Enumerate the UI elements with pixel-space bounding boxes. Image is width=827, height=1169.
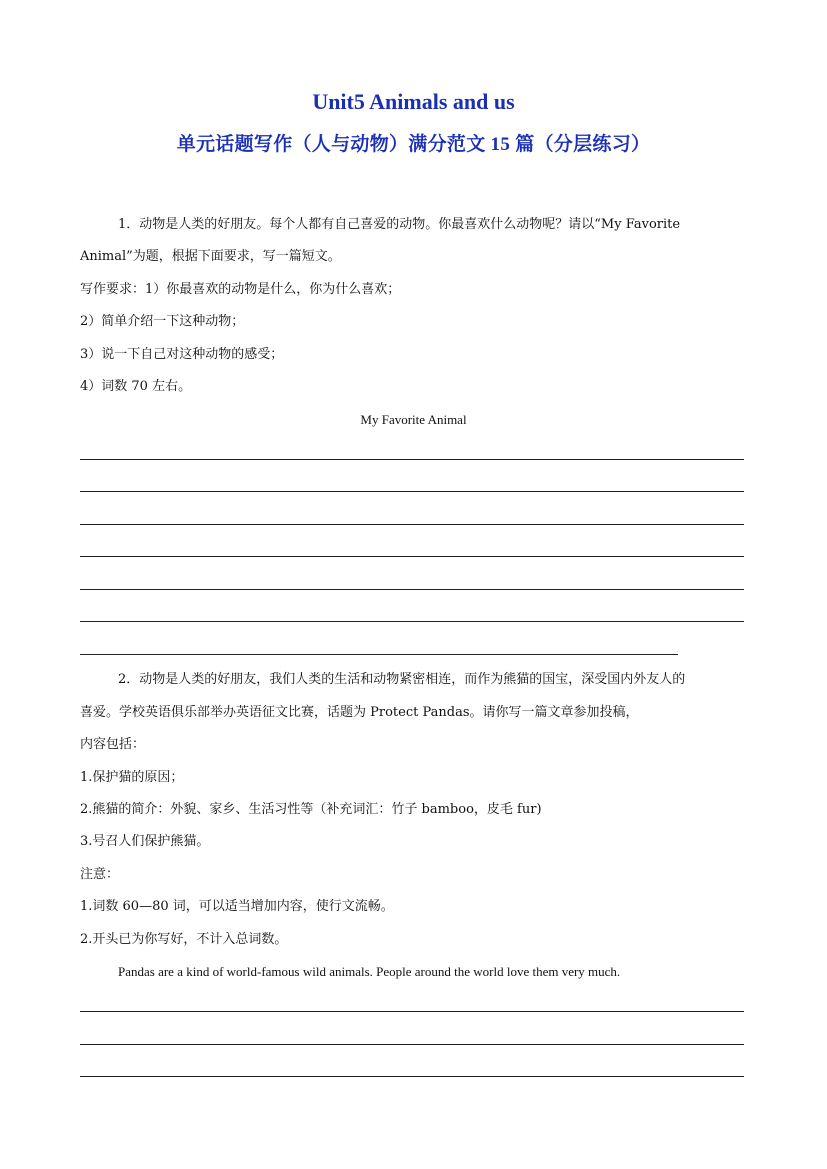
writing-line bbox=[80, 459, 744, 460]
question2-item-2: 2.熊猫的简介：外貌、家乡、生活习性等（补充词汇：竹子 bamboo，皮毛 fur) bbox=[80, 802, 542, 817]
question1-prompt-line2: Animal”为题，根据下面要求，写一篇短文。 bbox=[80, 249, 341, 264]
question1-requirement-4: 4）词数 70 左右。 bbox=[80, 379, 192, 394]
writing-line bbox=[80, 524, 744, 525]
document-title: Unit5 Animals and us bbox=[312, 89, 515, 114]
question1-requirement-intro: 写作要求：1）你最喜欢的动物是什么，你为什么喜欢； bbox=[80, 282, 401, 297]
question1-prompt-line1: 1．动物是人类的好朋友。每个人都有自己喜爱的动物。你最喜欢什么动物呢？请以“My Favorite bbox=[118, 217, 681, 232]
question2-item-3: 3.号召人们保护熊猫。 bbox=[80, 834, 210, 849]
question1-requirement-3: 3）说一下自己对这种动物的感受； bbox=[80, 347, 284, 362]
question2-prompt-line2: 喜爱。学校英语俱乐部举办英语征文比赛，话题为 Protect Pandas。请你写一篇文章参加投稿， bbox=[80, 705, 639, 720]
writing-line bbox=[80, 1076, 744, 1077]
writing-line bbox=[80, 654, 678, 655]
writing-line bbox=[80, 1011, 744, 1012]
document-subtitle: 单元话题写作（人与动物）满分范文 15 篇（分层练习） bbox=[176, 134, 651, 155]
writing-line bbox=[80, 1044, 744, 1045]
question2-note-2: 2.开头已为你写好，不计入总词数。 bbox=[80, 932, 288, 947]
writing-line bbox=[80, 491, 744, 492]
question2-item-1: 1.保护猫的原因； bbox=[80, 770, 184, 785]
writing-line bbox=[80, 621, 744, 622]
question2-opening-sentence: Pandas are a kind of world-famous wild animals. People around the world love them very much. bbox=[118, 964, 621, 979]
question2-prompt-line1: 2．动物是人类的好朋友，我们人类的生活和动物紧密相连，而作为熊猫的国宝，深受国内外友人的 bbox=[118, 672, 686, 687]
writing-line bbox=[80, 589, 744, 590]
question2-content-label: 内容包括： bbox=[80, 737, 146, 752]
question1-requirement-2: 2）简单介绍一下这种动物； bbox=[80, 314, 245, 329]
question2-note-label: 注意： bbox=[80, 867, 120, 882]
writing-line bbox=[80, 556, 744, 557]
question1-essay-title: My Favorite Animal bbox=[360, 412, 467, 427]
question2-note-1: 1.词数 60—80 词，可以适当增加内容，使行文流畅。 bbox=[80, 899, 394, 914]
